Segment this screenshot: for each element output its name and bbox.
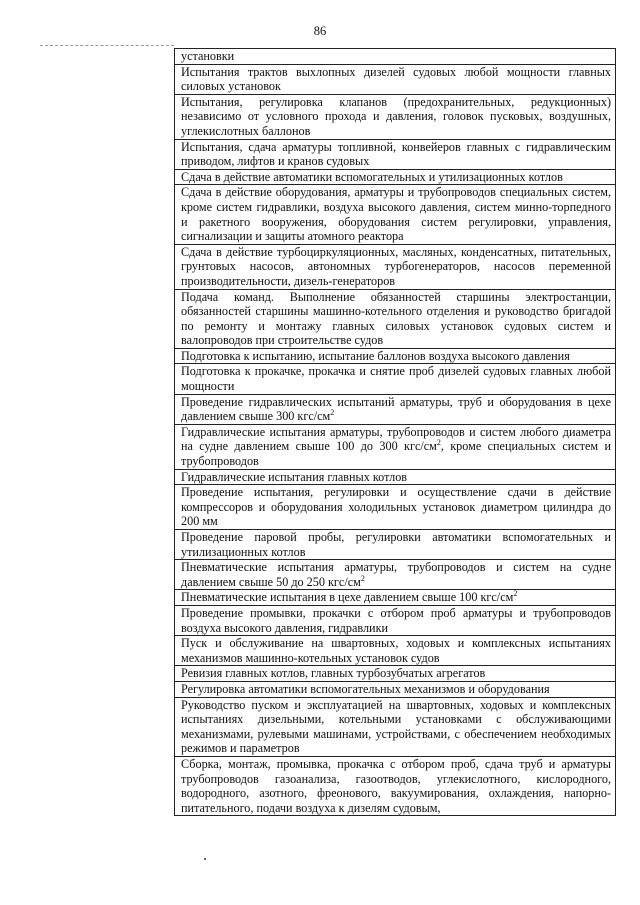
scan-speck xyxy=(204,858,206,860)
table-row xyxy=(175,244,615,289)
table-row xyxy=(175,559,615,589)
table-row xyxy=(175,184,615,243)
row-text-continued: , кроме специальных систем и трубопроводов xyxy=(181,439,611,469)
table-row xyxy=(175,469,615,485)
row-text: Руководство пуском и эксплуатацией на швартовных, ходовых и комплексных испытаниях дизельными, котельными установками с обслуживающими механизмами, рулевыми машинами, устройствами, с обеспечением необходимых режимов и параметров xyxy=(181,697,611,756)
table-row xyxy=(175,635,615,665)
row-text: Пневматические испытания арматуры, трубопроводов и систем на судне давлением свыше 50 до 250 кгс/см xyxy=(181,560,611,589)
row-text: Испытания трактов выхлопных дизелей судовых любой мощности главных силовых установок xyxy=(181,64,611,94)
row-text: Сдача в действие турбоциркуляционных, масляных, конденсатных, питательных, грунтовых насосов, автономных турбогенераторов, насосов переменной производительности, дизель-генераторов xyxy=(181,244,611,288)
row-text: Проведение испытания, регулировки и осуществление сдачи в действие компрессоров и оборудования холодильных установок диаметром цилиндра до 200 мм xyxy=(181,485,611,529)
table-row xyxy=(175,64,615,94)
row-text: установки xyxy=(181,49,235,63)
table-row xyxy=(175,589,615,605)
margin-rule xyxy=(40,45,174,46)
row-text: Ревизия главных котлов, главных турбозубчатых агрегатов xyxy=(181,666,486,681)
row-superscript: 2 xyxy=(330,408,335,418)
row-text: Гидравлические испытания главных котлов xyxy=(181,469,408,484)
row-text: Регулировка автоматики вспомогательных механизмов и оборудования xyxy=(181,681,550,696)
row-text: Подача команд. Выполнение обязанностей старшины электростанции, обязанностей старшины машинно-котельного отделения и руководство бригадой по ремонту и монтажу главных силовых установок судовых систем и валопроводов при строительстве судов xyxy=(181,289,611,348)
row-text: Подготовка к прокачке, прокачка и снятие проб дизелей судовых главных любой мощности xyxy=(181,364,611,394)
row-text: Гидравлические испытания арматуры, трубопроводов и систем любого диаметра на судне давлением свыше 100 до 300 кгс/см xyxy=(181,424,611,454)
row-text: Испытания, регулировка клапанов (предохранительных, редукционных) независимо от условного прохода и давления, головок пусковых, воздушных, углекислотных баллонов xyxy=(181,94,611,138)
row-superscript: 2 xyxy=(360,573,365,583)
table-row xyxy=(175,394,615,424)
row-text: Проведение гидравлических испытаний арматуры, труб и оборудования в цехе давлением свыше 300 кгс/см xyxy=(181,394,611,424)
table-row xyxy=(175,48,615,64)
table-row xyxy=(175,363,615,393)
row-text: Сборка, монтаж, промывка, прокачка с отбором проб, сдача труб и арматуры трубопроводов газоанализа, газоотводов, углекислотного, кислородного, водородного, азотного, фреонового, вакуумирования, охлаждения, напорно-питательного, подачи воздуха к дизелям судовым, xyxy=(181,756,611,815)
table-row xyxy=(175,681,615,697)
row-text: Пуск и обслуживание на швартовных, ходовых и комплексных испытаниях механизмов машинно-котельных установок судов xyxy=(181,636,611,665)
table-row xyxy=(175,697,615,756)
row-text: Подготовка к испытанию, испытание баллонов воздуха высокого давления xyxy=(181,348,570,363)
table-row xyxy=(175,289,615,348)
row-text: Сдача в действие автоматики вспомогательных и утилизационных котлов xyxy=(181,169,563,184)
table-row xyxy=(175,756,615,815)
row-text: Проведение паровой пробы, регулировки автоматики вспомогательных и утилизационных котлов xyxy=(181,530,611,559)
row-text: Сдача в действие оборудования, арматуры и трубопроводов специальных систем, кроме систем гидравлики, воздуха высокого давления, систем минно-торпедного и ракетного вооружения, оборудования систем регулировки, управления, сигнализации и защиты атомного реактора xyxy=(181,185,611,244)
row-superscript: 2 xyxy=(436,438,441,448)
row-text: Проведение промывки, прокачки с отбором проб арматуры и трубопроводов воздуха высокого давления, гидравлики xyxy=(181,605,611,635)
table-row xyxy=(175,665,615,681)
table-row xyxy=(175,94,615,139)
row-text: Пневматические испытания в цехе давлением свыше 100 кгс/см xyxy=(181,590,514,605)
table-row xyxy=(175,348,615,364)
table-row xyxy=(175,424,615,469)
table-row xyxy=(175,529,615,559)
table-row xyxy=(175,484,615,529)
table-row xyxy=(175,605,615,635)
row-text: Испытания, сдача арматуры топливной, конвейеров главных с гидравлическим приводом, лифтов и кранов судовых xyxy=(181,139,611,169)
work-list-table xyxy=(174,48,616,816)
table-row xyxy=(175,169,615,185)
page-number: 86 xyxy=(313,24,327,38)
table-row xyxy=(175,139,615,169)
row-superscript: 2 xyxy=(513,589,518,599)
